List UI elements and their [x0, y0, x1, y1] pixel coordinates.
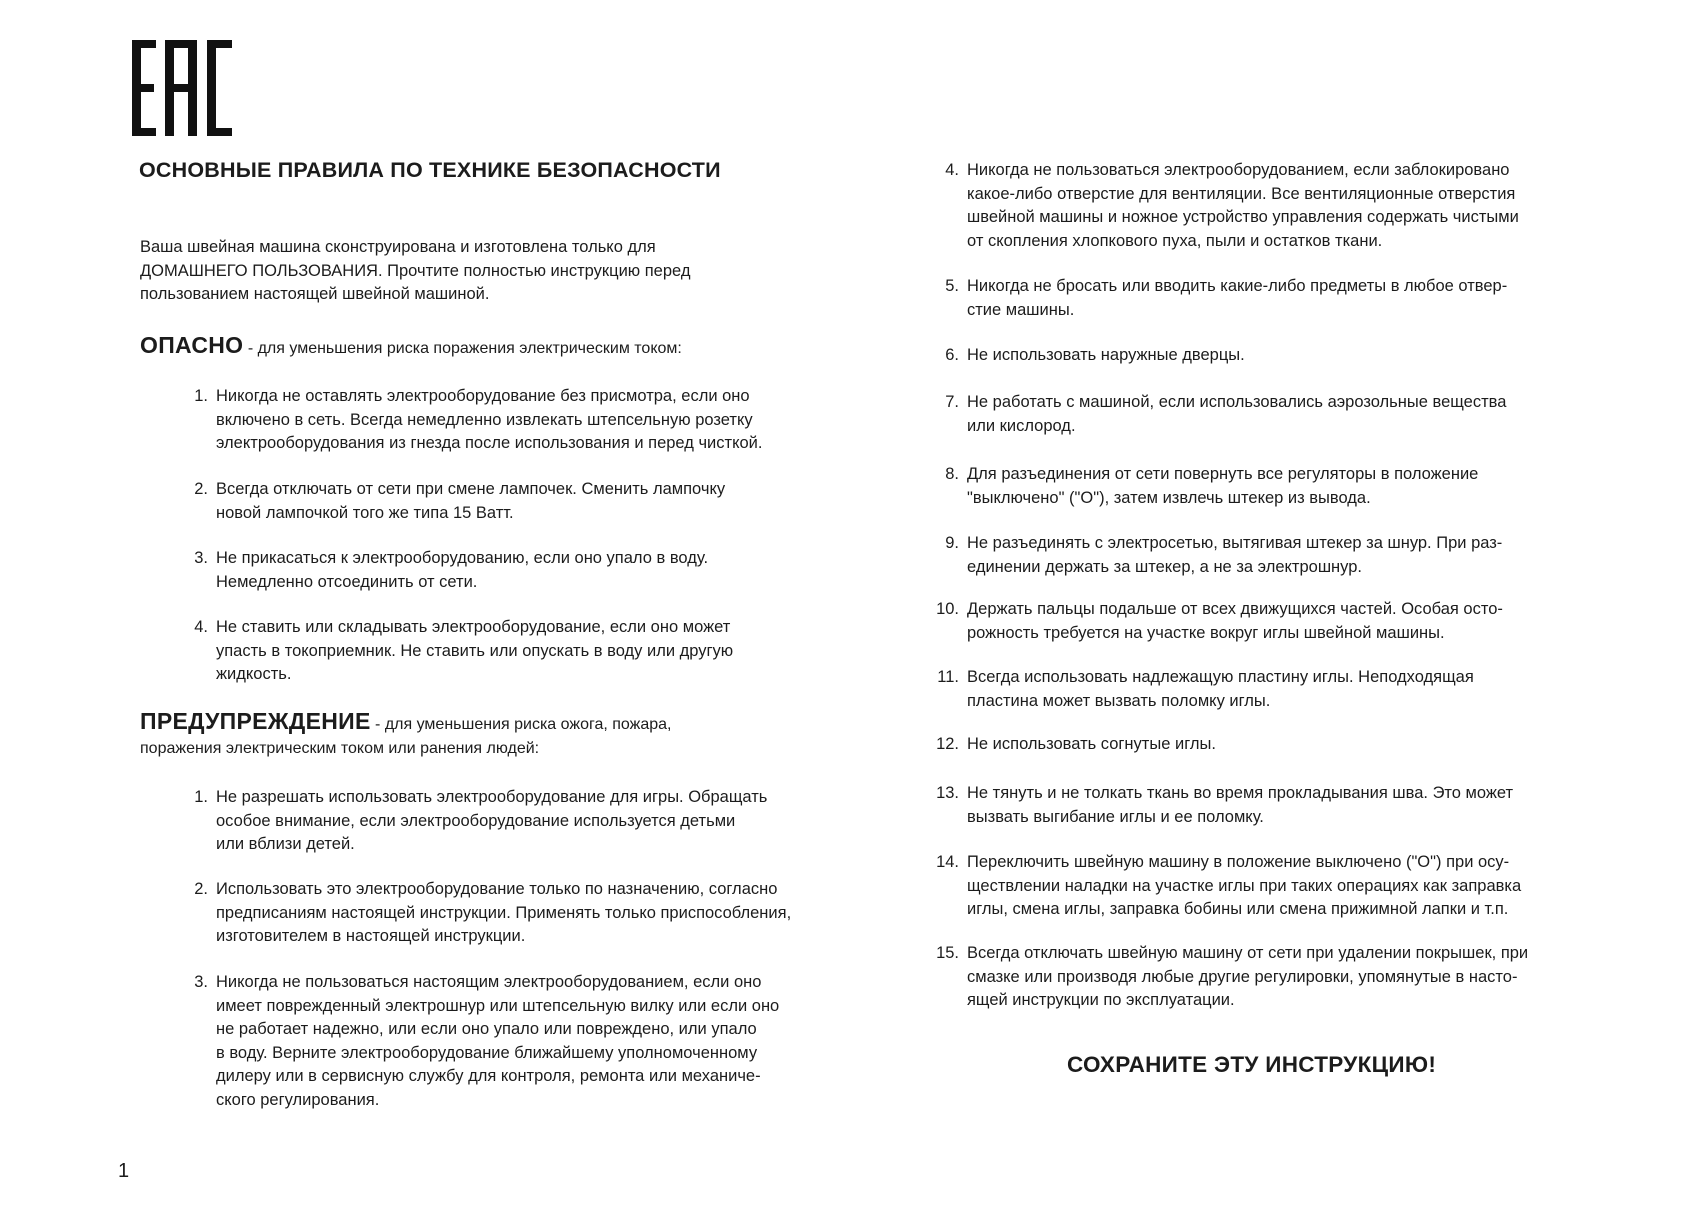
item-text: Не прикасаться к электрооборудованию, если оно упало в воду. Немедленно отсоединить от сети.	[216, 549, 709, 591]
list-item	[936, 942, 1647, 1013]
item-number: 5.	[945, 277, 959, 295]
intro-line: пользованием настоящей швейной машиной.	[140, 285, 490, 303]
danger-subtitle: - для уменьшения риска поражения электрическим током:	[243, 340, 682, 357]
page-number: 1	[118, 1160, 130, 1182]
list-item	[945, 159, 1647, 253]
item-text: Никогда не бросать или вводить какие-либо предметы в любое отвер- стие машины.	[967, 277, 1508, 319]
item-text: Использовать это электрооборудование только по назначению, согласно предписаниям настоящей инструкции. Применять только приспособления, изготовителем в настоящей инструкции.	[216, 880, 792, 945]
item-number: 4.	[194, 618, 208, 636]
item-text: Не тянуть и не толкать ткань во время прокладывания шва. Это может вызвать выгибание иглы и ее поломку.	[967, 784, 1514, 826]
intro-paragraph	[140, 236, 840, 307]
item-text: Не разрешать использовать электрооборудование для игры. Обращать особое внимание, если электрооборудование используется детьми или вблизи детей.	[216, 788, 768, 853]
item-number: 2.	[194, 880, 208, 898]
warning-heading	[140, 710, 820, 760]
list-item	[194, 547, 916, 594]
item-text: Не ставить или складывать электрооборудование, если оно может упасть в токоприемник. Не ставить или опускать в воду или другую жидкость.	[216, 618, 734, 683]
list-item	[945, 344, 1647, 368]
list-item	[194, 478, 916, 525]
item-number: 12.	[936, 735, 959, 753]
item-text: Всегда использовать надлежащую пластину иглы. Неподходящая пластина может вызвать поломку иглы.	[967, 668, 1474, 710]
list-item	[194, 616, 916, 687]
item-number: 3.	[194, 973, 208, 991]
list-item	[194, 385, 916, 456]
item-number: 7.	[945, 393, 959, 411]
list-item	[936, 782, 1647, 829]
list-item	[936, 733, 1647, 757]
item-text: Никогда не пользоваться электрооборудованием, если заблокировано какое-либо отверстие для вентиляции. Все вентиляционные отверстия швейной машины и ножное устройство управления содержать чистыми от скопления хлопкового пуха, пыли и остатков ткани.	[967, 161, 1519, 250]
warning-subtitle: - для уменьшения риска ожога, пожара,	[370, 716, 672, 733]
item-number: 10.	[936, 600, 959, 618]
item-number: 6.	[945, 346, 959, 364]
item-number: 1.	[194, 788, 208, 806]
item-text: Переключить швейную машину в положение выключено ("О") при осу- ществлении наладки на участке иглы при таких операциях как заправка иглы, смена иглы, заправка бобины или смена прижимной лапки и т.п.	[967, 853, 1522, 918]
item-number: 3.	[194, 549, 208, 567]
save-instructions-notice: СОХРАНИТЕ ЭТУ ИНСТРУКЦИЮ!	[1067, 1052, 1437, 1077]
item-text: Никогда не оставлять электрооборудование без присмотра, если оно включено в сеть. Всегда немедленно извлекать штепсельную розетку электрооборудования из гнезда после использования и перед чисткой.	[216, 387, 763, 452]
item-number: 4.	[945, 161, 959, 179]
list-item	[945, 275, 1647, 322]
item-text: Не использовать согнутые иглы.	[967, 735, 1216, 753]
danger-title: ОПАСНО	[140, 332, 244, 358]
list-item	[945, 391, 1647, 438]
danger-heading	[140, 334, 682, 361]
warning-title: ПРЕДУПРЕЖДЕНИЕ	[140, 708, 371, 734]
item-number: 13.	[936, 784, 959, 802]
intro-line: ДОМАШНЕГО ПОЛЬЗОВАНИЯ. Прочтите полностью инструкцию перед	[140, 261, 691, 280]
item-text: Всегда отключать швейную машину от сети при удалении покрышек, при смазке или производя любые другие регулировки, упомянутые в насто- ящей инструкции по эксплуатации.	[967, 944, 1529, 1009]
item-number: 8.	[945, 465, 959, 483]
item-number: 15.	[936, 944, 959, 962]
item-number: 11.	[937, 668, 959, 686]
item-number: 2.	[194, 480, 208, 498]
item-number: 9.	[945, 534, 959, 552]
eac-logo	[132, 40, 232, 136]
item-text: Не использовать наружные дверцы.	[967, 346, 1245, 364]
item-text: Никогда не пользоваться настоящим электрооборудованием, если оно имеет поврежденный электрошнур или штепсельную вилку или если оно не работает надежно, или если оно упало или повреждено, или упало в воду. Верните электрооборудование ближайшему уполномоченному дилеру или в сервисную службу для контроля, ремонта или механиче- ского регулирования.	[216, 973, 780, 1109]
item-text: Держать пальцы подальше от всех движущихся частей. Особая осто- рожность требуется на участке вокруг иглы швейной машины.	[967, 600, 1503, 642]
item-text: Не разъединять с электросетью, вытягивая штекер за шнур. При раз- единении держать за штекер, а не за электрошнур.	[967, 534, 1503, 576]
item-text: Всегда отключать от сети при смене лампочек. Сменить лампочку новой лампочкой того же типа 15 Ватт.	[216, 480, 726, 522]
list-item	[194, 878, 926, 949]
list-item	[945, 463, 1647, 510]
item-text: Не работать с машиной, если использовались аэрозольные вещества или кислород.	[967, 393, 1507, 435]
page-title: ОСНОВНЫЕ ПРАВИЛА ПО ТЕХНИКЕ БЕЗОПАСНОСТИ	[139, 158, 721, 182]
item-number: 1.	[194, 387, 208, 405]
item-number: 14.	[936, 853, 959, 871]
list-item	[945, 532, 1647, 579]
list-item	[936, 851, 1647, 922]
list-item	[194, 971, 926, 1112]
warning-subtitle-line2: поражения электрическим током или ранения людей:	[140, 739, 540, 757]
list-item	[936, 598, 1647, 645]
list-item	[937, 666, 1647, 713]
list-item	[194, 786, 926, 857]
item-text: Для разъединения от сети повернуть все регуляторы в положение "выключено" ("О"), затем извлечь штекер из вывода.	[967, 465, 1479, 507]
intro-line: Ваша швейная машина сконструирована и изготовлена только для	[140, 238, 656, 256]
